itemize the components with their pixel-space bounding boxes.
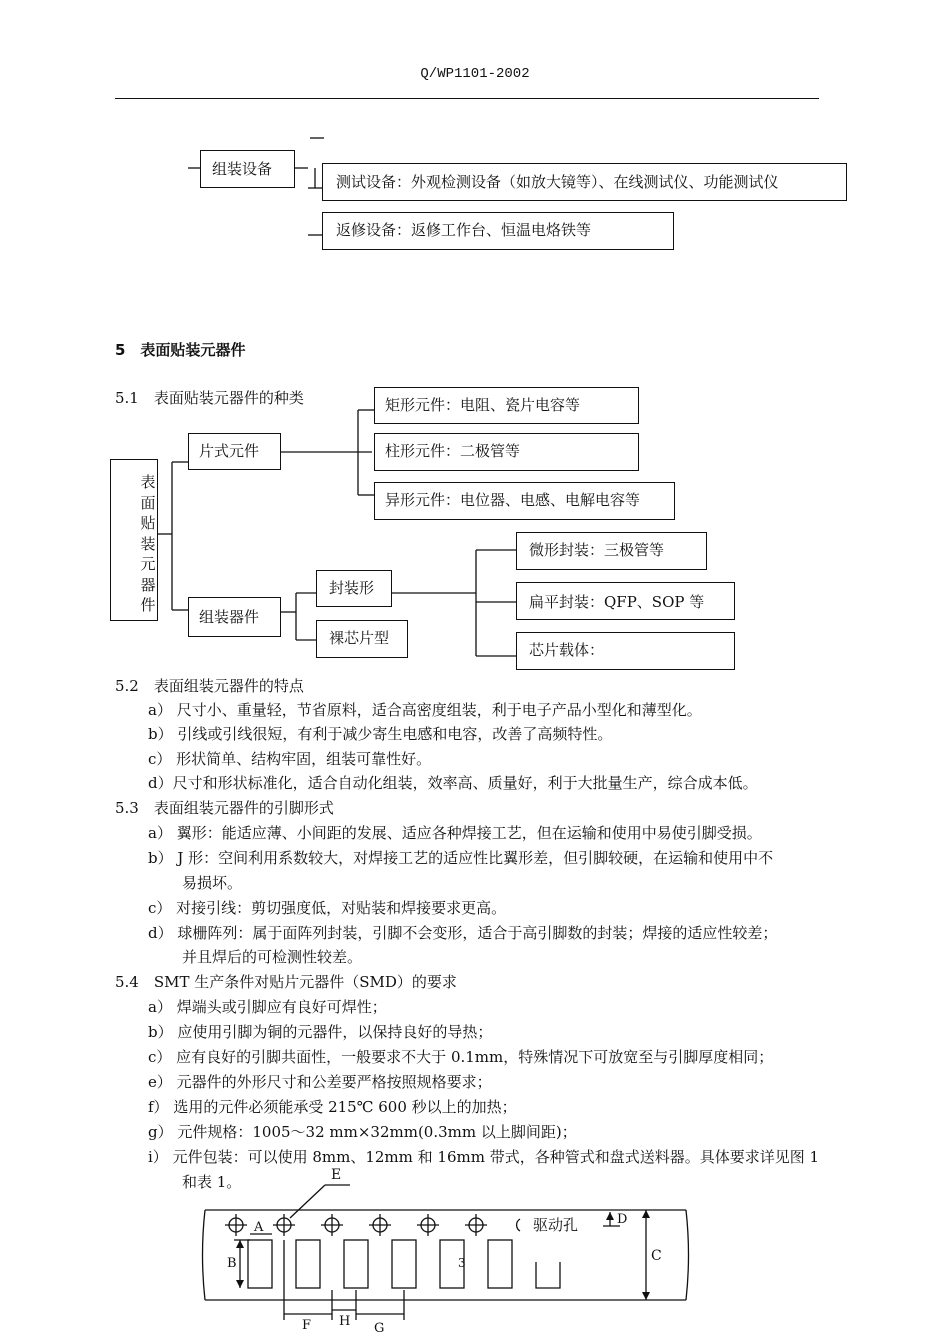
- list-item: a） 焊端头或引脚应有良好可焊性；: [148, 998, 387, 1016]
- page-number: 3: [458, 1256, 466, 1270]
- list-item: c） 应有良好的引脚共面性，一般要求不大于 0.1mm，特殊情况下可放宽至与引脚厚度相同；: [148, 1048, 774, 1066]
- assembly-device-label: 组装器件: [199, 608, 260, 626]
- dim-label-e: E: [331, 1167, 342, 1183]
- chip-component-box: [188, 433, 281, 470]
- micro-package-box: [516, 532, 707, 570]
- test-equipment-label: 测试设备：外观检测设备（如放大镜等）、在线测试仪、功能测试仪: [336, 173, 779, 191]
- repair-equipment-label: 返修设备：返修工作台、恒温电烙铁等: [336, 221, 592, 239]
- section-5-4-heading: 5.4 SMT 生产条件对贴片元器件（SMD）的要求: [115, 973, 457, 991]
- flat-package-label: 扁平封装：QFP、SOP 等: [529, 593, 705, 611]
- section-5-2-heading: 5.2 表面组装元器件的特点: [115, 677, 304, 695]
- list-item: a） 翼形：能适应薄、小间距的发展、适应各种焊接工艺，但在运输和使用中易使引脚受损。: [148, 824, 762, 842]
- cylindrical-component-box: [374, 433, 639, 471]
- dim-label-h: H: [339, 1314, 351, 1329]
- dim-label-g: G: [374, 1321, 385, 1336]
- drive-hole-label: 驱动孔: [533, 1216, 579, 1234]
- list-item: i） 元件包装：可以使用 8mm、12mm 和 16mm 带式，各种管式和盘式送料器。具体要求详见图 1: [148, 1148, 820, 1166]
- list-item: b） J 形：空间利用系数较大，对焊接工艺的适应性比翼形差，但引脚较硬，在运输和使用中不: [148, 849, 774, 867]
- list-item: a） 尺寸小、重量轻，节省原料，适合高密度组装，利于电子产品小型化和薄型化。: [148, 701, 702, 719]
- chip-component-label: 片式元件: [199, 442, 260, 460]
- list-item-continuation: 易损坏。: [182, 874, 243, 892]
- list-item: g） 元件规格：1005～32 mm×32mm(0.3mm 以上脚间距)；: [148, 1123, 577, 1141]
- list-item: c） 对接引线：剪切强度低，对贴装和焊接要求更高。: [148, 899, 507, 917]
- test-equipment-box: [322, 163, 847, 201]
- root-label: 表面贴装元器件: [140, 473, 156, 614]
- dim-label-f: F: [302, 1318, 312, 1333]
- section-5-title: 5 表面贴装元器件: [115, 341, 246, 359]
- repair-equipment-box: [322, 212, 674, 250]
- assembly-equipment-label: 组装设备: [212, 160, 273, 178]
- section-5-1-heading: 5.1 表面贴装元器件的种类: [115, 389, 304, 407]
- list-item: b） 应使用引脚为铜的元器件，以保持良好的导热；: [148, 1023, 493, 1041]
- list-item: e） 元器件的外形尺寸和公差要严格按照规格要求；: [148, 1073, 492, 1091]
- list-item-continuation: 和表 1。: [182, 1173, 242, 1191]
- micro-package-label: 微形封装：三极管等: [529, 541, 665, 559]
- list-item: c） 形状简单、结构牢固，组装可靠性好。: [148, 750, 432, 768]
- list-item: d）尺寸和形状标准化，适合自动化组装，效率高、质量好，利于大批量生产，综合成本低。: [148, 774, 758, 792]
- list-item-continuation: 并且焊后的可检测性较差。: [182, 948, 363, 966]
- packaged-type-label: 封装形: [329, 579, 375, 597]
- bare-chip-box: [316, 620, 408, 658]
- bare-chip-label: 裸芯片型: [329, 629, 390, 647]
- dim-label-d: D: [617, 1212, 628, 1227]
- dim-label-b: B: [227, 1256, 237, 1271]
- list-item: d） 球栅阵列：属于面阵列封装，引脚不会变形，适合于高引脚数的封装；焊接的适应性较差；: [148, 924, 778, 942]
- list-item: b） 引线或引线很短，有利于减少寄生电感和电容，改善了高频特性。: [148, 725, 613, 743]
- chip-carrier-label: 芯片载体：: [529, 641, 605, 659]
- list-item: f） 选用的元件必须能承受 215℃ 600 秒以上的加热；: [148, 1098, 517, 1116]
- cylindrical-component-label: 柱形元件：二极管等: [385, 442, 521, 460]
- document-code: Q/WP1101-2002: [420, 66, 530, 82]
- dim-label-a: A: [254, 1220, 264, 1235]
- irregular-component-label: 异形元件：电位器、电感、电解电容等: [385, 491, 641, 509]
- packaged-type-box: [316, 570, 392, 607]
- irregular-component-box: [374, 482, 675, 520]
- section-5-3-heading: 5.3 表面组装元器件的引脚形式: [115, 799, 334, 817]
- rectangular-component-box: [374, 387, 639, 424]
- flat-package-box: [516, 582, 735, 620]
- rectangular-component-label: 矩形元件：电阻、瓷片电容等: [385, 396, 581, 414]
- assembly-device-box: [188, 597, 281, 637]
- chip-carrier-box: [516, 632, 735, 670]
- dim-label-c: C: [651, 1248, 662, 1264]
- assembly-equipment-box: [200, 150, 295, 188]
